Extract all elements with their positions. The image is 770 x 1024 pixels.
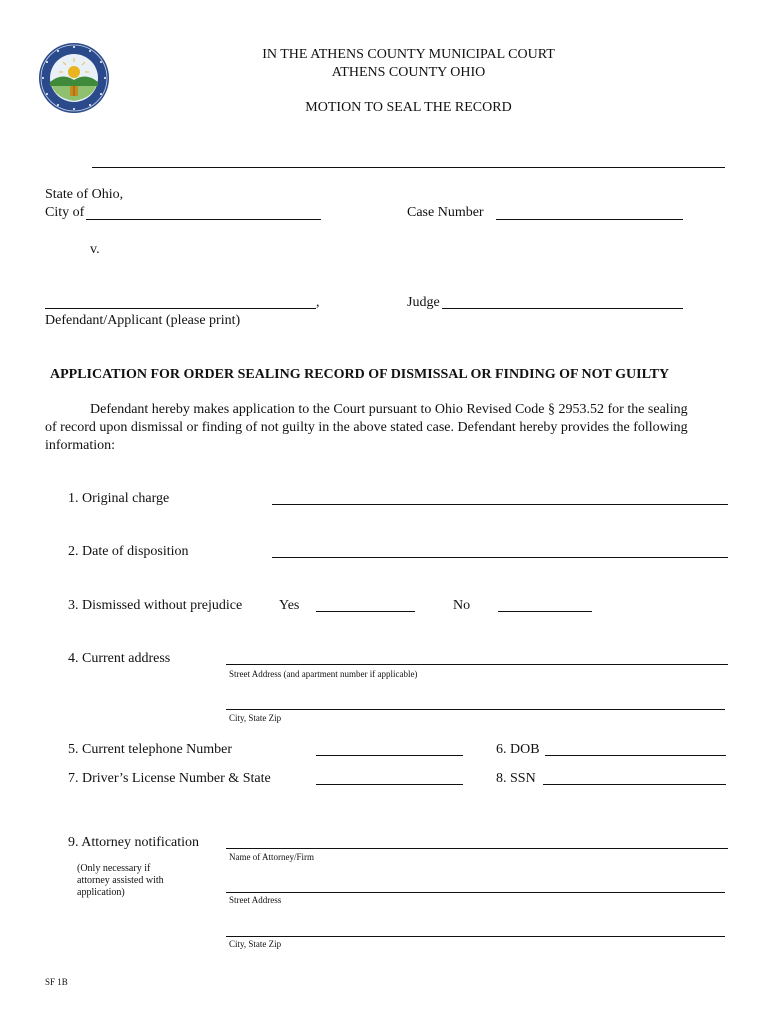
no-field[interactable] xyxy=(498,611,592,612)
judge-field[interactable] xyxy=(442,308,683,309)
court-name: IN THE ATHENS COUNTY MUNICIPAL COURT xyxy=(262,47,555,62)
original-charge-label: 1. Original charge xyxy=(68,491,170,506)
attorney-note: (Only necessary if attorney assisted with application) xyxy=(77,863,164,898)
license-field[interactable] xyxy=(316,784,463,785)
intro-line-2: of record upon dismissal or finding of not guilty in the above stated case. Defendant hereby provides the following xyxy=(45,420,688,435)
judge-label: Judge xyxy=(407,295,440,310)
document-title: MOTION TO SEAL THE RECORD xyxy=(305,100,512,115)
attorney-name-field[interactable] xyxy=(226,848,728,849)
case-number-label: Case Number xyxy=(407,205,484,220)
ohio-seal-logo xyxy=(38,42,110,114)
original-charge-field[interactable] xyxy=(272,504,728,505)
yes-label: Yes xyxy=(279,598,300,613)
city-label: City of xyxy=(45,205,85,220)
dob-label: 6. DOB xyxy=(496,742,540,757)
application-heading: APPLICATION FOR ORDER SEALING RECORD OF DISMISSAL OR FINDING OF NOT GUILTY xyxy=(50,367,670,382)
intro-line-1: Defendant hereby makes application to the Court pursuant to Ohio Revised Code § 2953.52 for the sealing xyxy=(90,402,688,417)
attorney-street-field[interactable] xyxy=(226,892,725,893)
city-state-zip-hint: City, State Zip xyxy=(229,713,282,723)
attorney-city-field[interactable] xyxy=(226,936,725,937)
attorney-name-hint: Name of Attorney/Firm xyxy=(229,852,314,862)
street-address-hint: Street Address (and apartment number if applicable) xyxy=(229,669,418,679)
attorney-street-hint: Street Address xyxy=(229,895,282,905)
top-divider-line xyxy=(92,167,725,168)
street-address-field[interactable] xyxy=(226,664,728,665)
no-label: No xyxy=(453,598,471,613)
case-number-field[interactable] xyxy=(496,219,683,220)
ssn-label: 8. SSN xyxy=(496,771,536,786)
versus-label: v. xyxy=(90,242,100,257)
telephone-field[interactable] xyxy=(316,755,463,756)
city-state-zip-field[interactable] xyxy=(226,709,725,710)
dismissed-label: 3. Dismissed without prejudice xyxy=(68,598,243,613)
yes-field[interactable] xyxy=(316,611,415,612)
defendant-label: Defendant/Applicant (please print) xyxy=(45,313,241,328)
intro-line-3: information: xyxy=(45,438,115,453)
form-id: SF 1B xyxy=(45,977,68,987)
dob-field[interactable] xyxy=(545,755,726,756)
city-field[interactable] xyxy=(86,219,321,220)
ssn-field[interactable] xyxy=(543,784,726,785)
disposition-date-field[interactable] xyxy=(272,557,728,558)
county-name: ATHENS COUNTY OHIO xyxy=(331,65,486,80)
license-label: 7. Driver’s License Number & State xyxy=(68,771,271,786)
current-address-label: 4. Current address xyxy=(68,651,171,666)
telephone-label: 5. Current telephone Number xyxy=(68,742,233,757)
defendant-comma: , xyxy=(316,295,320,310)
attorney-label: 9. Attorney notification xyxy=(68,835,200,850)
disposition-date-label: 2. Date of disposition xyxy=(68,544,189,559)
state-label: State of Ohio, xyxy=(45,187,124,202)
attorney-city-hint: City, State Zip xyxy=(229,939,282,949)
defendant-name-field[interactable] xyxy=(45,308,316,309)
